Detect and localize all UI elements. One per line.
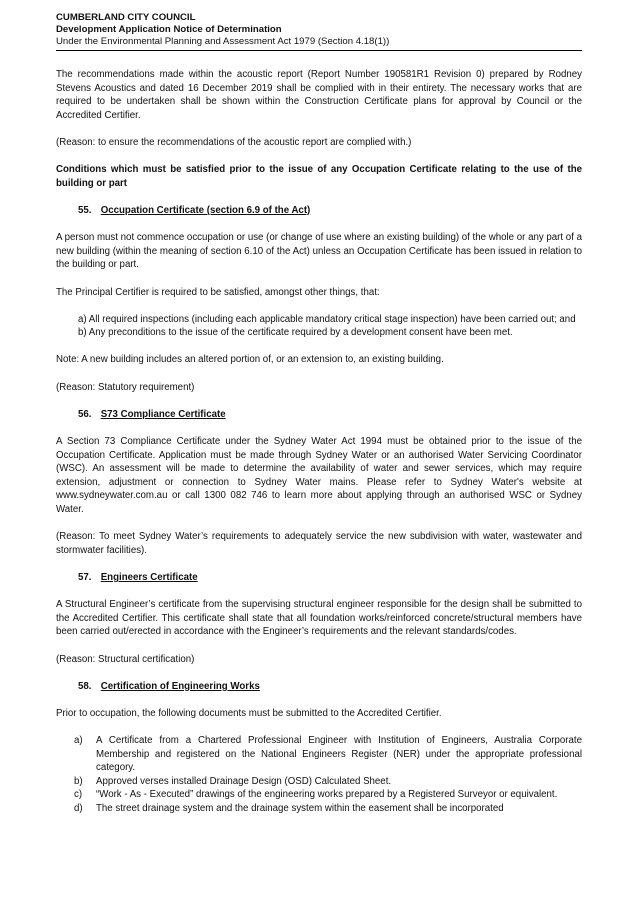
document-title: Development Application Notice of Determination (56, 24, 282, 35)
condition-57-reason: (Reason: Structural certification) (56, 653, 195, 665)
acoustic-paragraph: The recommendations made within the acoustic report (Report Number 190581R1 Revision 0) prepared by Rodney Stevens Acoustics and dated 16 December 2019 shall be complied with in their entirety. The necessary works that are required to be undertaken shall be shown within the Construction Certificate plans for approval by Council or the Accredited Certifier. (56, 69, 582, 121)
condition-55-para: A person must not commence occupation or use (or change of use where an existing building) of the whole or any part of a new building (within the meaning of section 6.10 of the Act) unless an Occupation Certificate has been issued in relation to the building or part. (56, 232, 582, 271)
acoustic-reason: (Reason: to ensure the recommendations of the acoustic report are complied with.) (56, 136, 412, 148)
condition-number: 55. (78, 204, 92, 216)
condition-number: 57. (78, 571, 92, 583)
condition-title: S73 Compliance Certificate (100, 408, 226, 420)
condition-title: Engineers Certificate (100, 571, 198, 583)
condition-55-heading (56, 204, 582, 218)
list-text: A Certificate from a Chartered Professional Engineer with Institution of Engineers, Australia Corporate Membership and registered on the National Engineers Register (NER) under the appropriate professional category. (96, 735, 582, 774)
condition-number: 58. (78, 680, 92, 692)
document-subtitle: Under the Environmental Planning and Assessment Act 1979 (Section 4.18(1)) (56, 36, 390, 47)
list-item (56, 802, 582, 816)
council-name: CUMBERLAND CITY COUNCIL (56, 12, 196, 23)
list-text: The street drainage system and the drainage system within the easement shall be incorporated (96, 803, 504, 815)
condition-55-note: Note: A new building includes an altered portion of, or an extension to, an existing building. (56, 354, 444, 366)
document-page (56, 12, 582, 816)
condition-58-para: Prior to occupation, the following documents must be submitted to the Accredited Certifier. (56, 707, 442, 719)
list-item (56, 734, 582, 775)
condition-56-reason: (Reason: To meet Sydney Water’s requirements to adequately service the new subdivision with water, wastewater and stormwater facilities). (56, 531, 582, 556)
condition-57-heading (56, 571, 582, 585)
document-header (56, 12, 582, 51)
condition-57-para: A Structural Engineer’s certificate from the supervising structural engineer responsible for the design shall be submitted to the Accredited Certifier. This certificate shall state that all foundation works/reinforced concrete/structural members have been carried out/erected in accordance with the Engineer’s requirements and the relevant standards/codes. (56, 599, 582, 638)
condition-55-para2: The Principal Certifier is required to be satisfied, amongst other things, that: (56, 286, 380, 298)
list-item: a) All required inspections (including each applicable mandatory critical stage inspection) have been carried out; and (78, 313, 576, 325)
list-item (56, 788, 582, 802)
condition-58-list (56, 734, 582, 816)
list-marker: c) (74, 789, 83, 801)
list-item: b) Any preconditions to the issue of the certificate required by a development consent have been met. (78, 327, 513, 339)
list-marker: b) (74, 775, 83, 787)
list-marker: a) (74, 735, 83, 747)
condition-56-para: A Section 73 Compliance Certificate under the Sydney Water Act 1994 must be obtained prior to the issue of the Occupation Certificate. Application must be made through Sydney Water or an authorised Water Servicing Coordinator (WSC). An assessment will be made to determine the availability of water and sewer services, which may require extension, adjustment or connection to Sydney Water mains. Please refer to Sydney Water's website at www.sydneywater.com.au or call 1300 082 746 to learn more about applying through an authorised WSC or Sydney Water. (56, 436, 582, 515)
list-text: “Work - As - Executed” drawings of the engineering works prepared by a Registered Surveyor or equivalent. (96, 789, 558, 801)
condition-58-heading (56, 680, 582, 694)
condition-title: Certification of Engineering Works (100, 680, 260, 692)
list-item (56, 775, 582, 789)
list-text: Approved verses installed Drainage Design (OSD) Calculated Sheet. (96, 775, 392, 787)
condition-number: 56. (78, 408, 92, 420)
condition-title: Occupation Certificate (section 6.9 of the Act) (100, 204, 311, 216)
section-heading: Conditions which must be satisfied prior to the issue of any Occupation Certificate relating to the use of the building or part (56, 164, 582, 189)
condition-56-heading (56, 408, 582, 422)
list-marker: d) (74, 803, 83, 815)
condition-55-reason: (Reason: Statutory requirement) (56, 381, 195, 393)
condition-55-list (56, 313, 582, 340)
